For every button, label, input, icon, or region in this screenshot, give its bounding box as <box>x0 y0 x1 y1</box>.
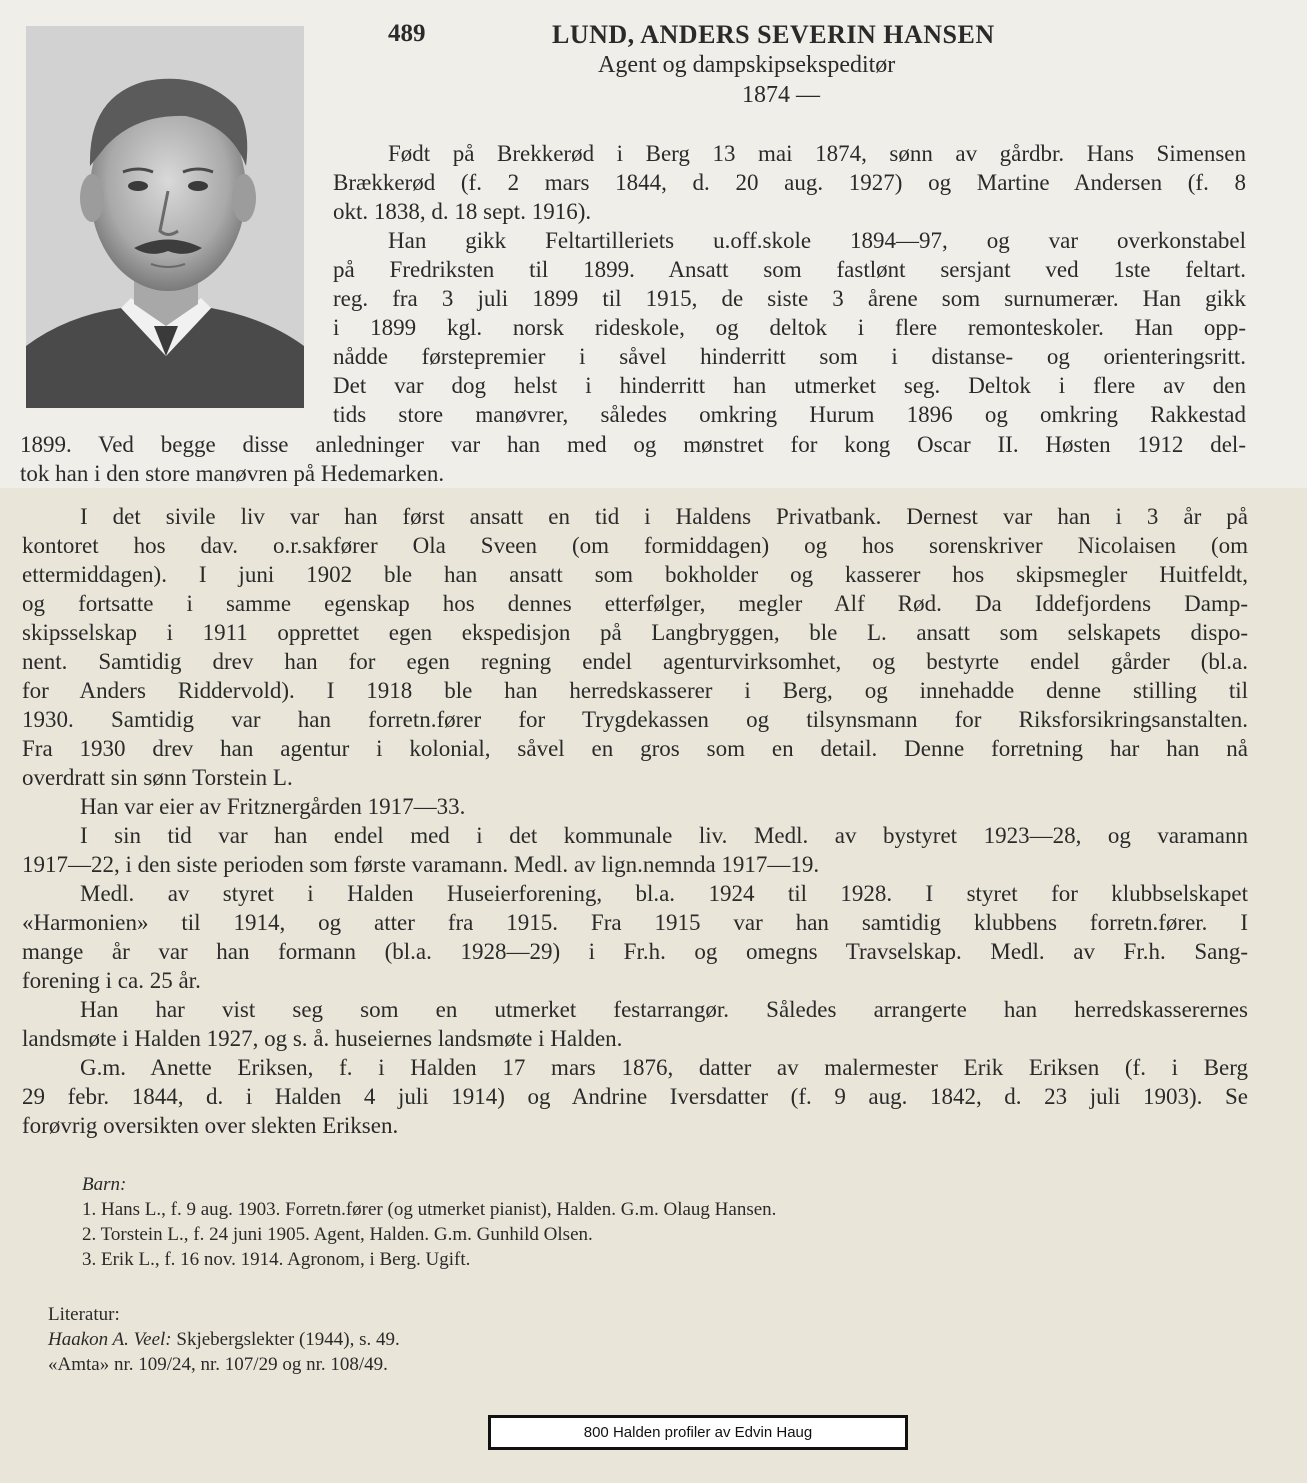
child-entry: 3. Erik L., f. 16 nov. 1914. Agronom, i Berg. Ugift. <box>82 1249 471 1270</box>
body-line: 29 febr. 1844, d. i Halden 4 juli 1914) og Andrine Iversdatter (f. 9 aug. 1842, d. 23 juli 1903). Se <box>22 1084 1248 1109</box>
person-name-title: LUND, ANDERS SEVERIN HANSEN <box>552 20 995 49</box>
child-entry: 2. Torstein L., f. 24 juni 1905. Agent, Halden. G.m. Gunhild Olsen. <box>82 1224 593 1245</box>
child-entry: 1. Hans L., f. 9 aug. 1903. Forretn.fører (og utmerket pianist), Halden. G.m. Olaug Hansen. <box>82 1199 777 1220</box>
literature-heading: Literatur: <box>48 1304 120 1325</box>
body-line: Fra 1930 drev han agentur i kolonial, såvel en gros som en detail. Denne forretning har han nå <box>22 736 1248 761</box>
body-line: 1930. Samtidig var han forretn.fører for Trygdekassen og tilsynsmann for Riksforsikringsanstalten. <box>22 707 1248 732</box>
body-line: Det var dog helst i hinderritt han utmerket seg. Deltok i flere av den <box>333 373 1246 398</box>
portrait-illustration <box>26 26 304 408</box>
children-heading: Barn: <box>82 1174 127 1195</box>
portrait-photo <box>26 26 304 408</box>
body-line: nent. Samtidig drev han for egen regning endel agenturvirksomhet, og bestyrte endel gårder (bl.a. <box>22 649 1248 674</box>
body-line: forøvrig oversikten over slekten Eriksen. <box>22 1113 399 1138</box>
literature-author: Haakon A. Veel: <box>48 1329 172 1350</box>
body-line: Medl. av styret i Halden Huseierforening, bl.a. 1924 til 1928. I styret for klubbselskapet <box>80 881 1248 906</box>
body-line: og fortsatte i samme egenskap hos dennes etterfølger, megler Alf Rød. Da Iddefjordens Damp- <box>22 591 1248 616</box>
body-line: tids store manøvrer, således omkring Hurum 1896 og omkring Rakkestad <box>333 402 1246 427</box>
footer-caption: 800 Halden profiler av Edvin Haug <box>583 1424 813 1441</box>
footer-caption-box <box>488 1415 908 1450</box>
body-line: Brækkerød (f. 2 mars 1844, d. 20 aug. 1927) og Martine Andersen (f. 8 <box>333 170 1246 195</box>
page-number: 489 <box>388 20 426 47</box>
literature-entry <box>48 1327 400 1352</box>
body-line: skipsselskap i 1911 opprettet egen ekspedisjon på Langbryggen, ble L. ansatt som selskapets dispo- <box>22 620 1248 645</box>
body-line: på Fredriksten til 1899. Ansatt som fastlønt sersjant ved 1ste feltart. <box>333 257 1246 282</box>
body-line: reg. fra 3 juli 1899 til 1915, de siste 3 årene som surnumerær. Han gikk <box>333 286 1246 311</box>
body-line: I det sivile liv var han først ansatt en tid i Haldens Privatbank. Dernest var han i 3 år på <box>80 504 1248 529</box>
body-line: forening i ca. 25 år. <box>22 968 201 993</box>
body-line: «Harmonien» til 1914, og atter fra 1915. Fra 1915 var han samtidig klubbens forretn.fører. I <box>22 910 1248 935</box>
body-line: nådde førstepremier i såvel hinderritt som i distanse- og orienteringsritt. <box>333 344 1246 369</box>
body-line: for Anders Riddervold). I 1918 ble han herredskasserer i Berg, og innehadde denne stilling til <box>22 678 1248 703</box>
body-line: ettermiddagen). I juni 1902 ble han ansatt som bokholder og kasserer hos skipsmegler Huitfeldt, <box>22 562 1248 587</box>
literature-entry: «Amta» nr. 109/24, nr. 107/29 og nr. 108/49. <box>48 1354 388 1375</box>
birth-year: 1874 — <box>742 82 820 108</box>
body-line: 1917—22, i den siste perioden som første varamann. Medl. av lign.nemnda 1917—19. <box>22 852 820 877</box>
body-line: tok han i den store manøvren på Hedemarken. <box>20 461 445 486</box>
body-line: I sin tid var han endel med i det kommunale liv. Medl. av bystyret 1923—28, og varamann <box>80 823 1248 848</box>
body-line: mange år var han formann (bl.a. 1928—29) i Fr.h. og omegns Travselskap. Medl. av Fr.h. Sang- <box>22 939 1248 964</box>
body-line: okt. 1838, d. 18 sept. 1916). <box>333 199 592 224</box>
literature-work: Skjebergslekter (1944), s. 49. <box>176 1329 400 1350</box>
body-line: landsmøte i Halden 1927, og s. å. huseiernes landsmøte i Halden. <box>22 1026 623 1051</box>
occupation-subtitle: Agent og dampskipsekspeditør <box>598 52 896 78</box>
body-line: i 1899 kgl. norsk rideskole, og deltok i flere remonteskoler. Han opp- <box>333 315 1246 340</box>
body-line: Han var eier av Fritznergården 1917—33. <box>80 794 466 819</box>
body-line: G.m. Anette Eriksen, f. i Halden 17 mars 1876, datter av malermester Erik Eriksen (f. i Berg <box>80 1055 1248 1080</box>
body-line: Han har vist seg som en utmerket festarrangør. Således arrangerte han herredskasserernes <box>80 997 1248 1022</box>
body-line: Han gikk Feltartilleriets u.off.skole 1894—97, og var overkonstabel <box>388 228 1246 253</box>
body-line: overdratt sin sønn Torstein L. <box>22 765 293 790</box>
body-line: 1899. Ved begge disse anledninger var han med og mønstret for kong Oscar II. Høsten 1912 del- <box>20 432 1246 457</box>
body-line: Født på Brekkerød i Berg 13 mai 1874, sønn av gårdbr. Hans Simensen <box>388 141 1246 166</box>
body-line: kontoret hos dav. o.r.sakfører Ola Sveen (om formiddagen) og hos sorenskriver Nicolaisen (om <box>22 533 1248 558</box>
